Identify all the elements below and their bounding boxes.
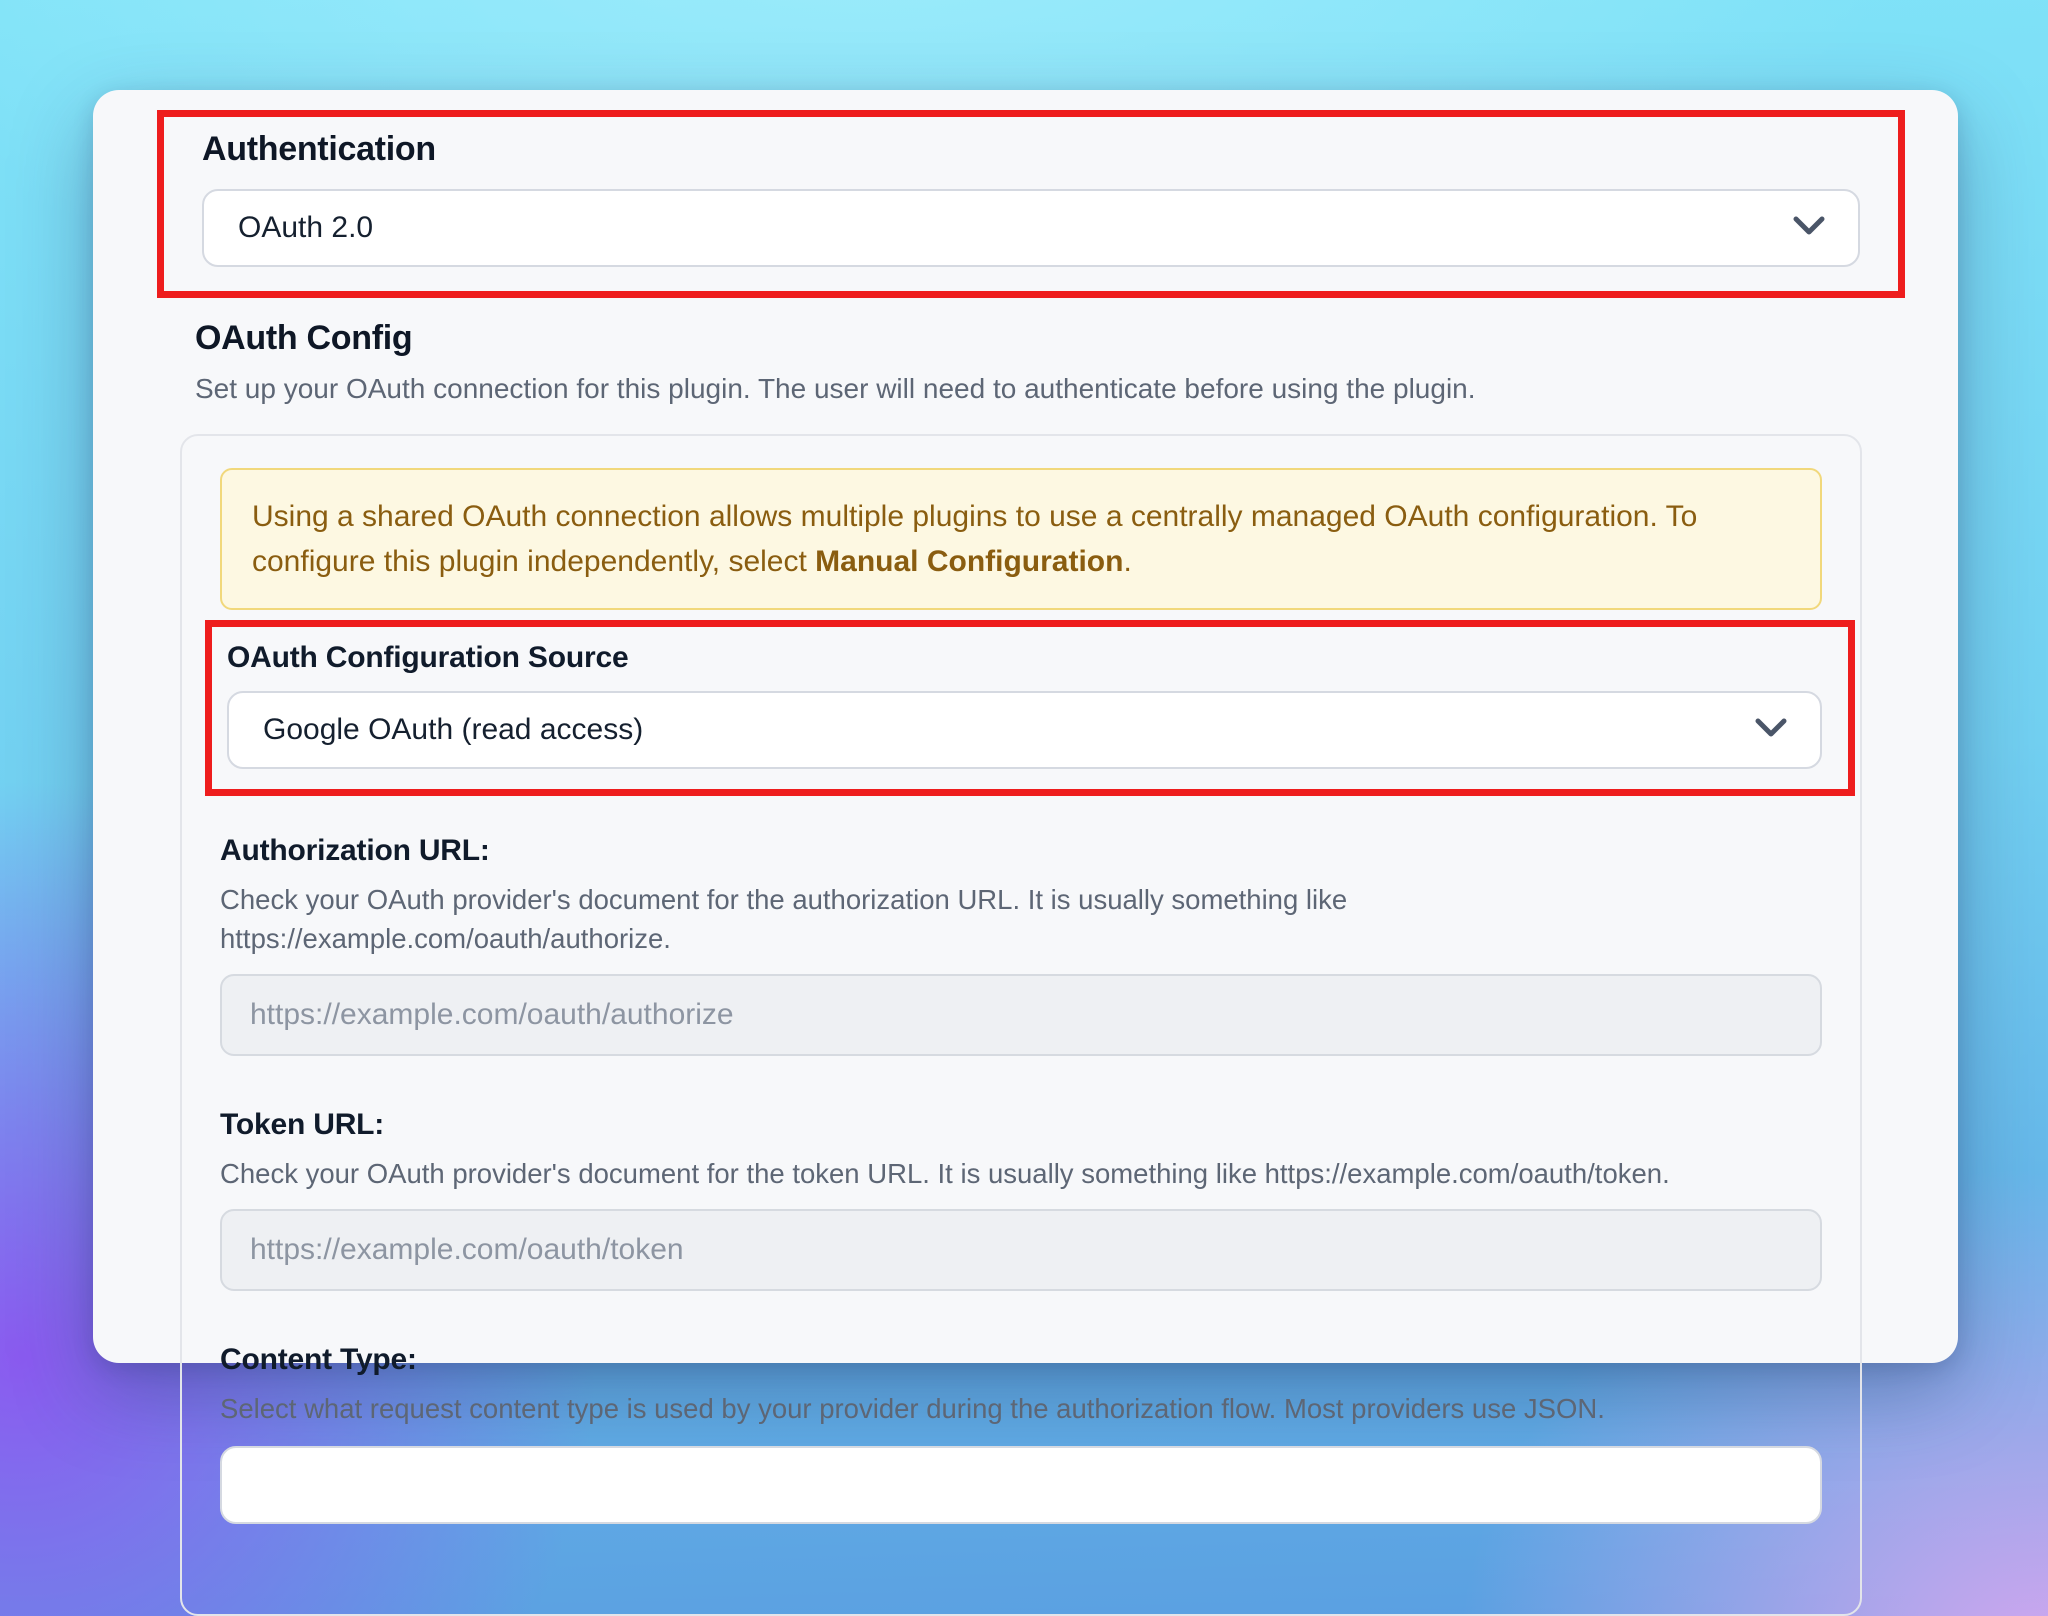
plugin-settings-card (93, 90, 1958, 1424)
alert-text: Using a shared OAuth connection allows multiple plugins to use a centrally managed OAuth configuration. To configure this plugin independently, select (252, 500, 1698, 578)
oauth-source-select[interactable] (227, 691, 1822, 769)
oauth-source-select-value: Google OAuth (read access) (263, 713, 644, 746)
authentication-label: Authentication (202, 130, 436, 168)
authorization-url-description: Check your OAuth provider's document for the authorization URL. It is usually something like https://example.com/oauth/authorize. (220, 884, 1348, 954)
authorization-url-field (220, 832, 1822, 1056)
authorization-url-input (220, 974, 1822, 1056)
shared-oauth-alert (220, 468, 1822, 610)
content-type-description: Select what request content type is used by your provider during the authorization flow. Most providers use JSON. (220, 1393, 1605, 1424)
oauth-config-description: Set up your OAuth connection for this plugin. The user will need to authenticate before using the plugin. (195, 373, 1476, 404)
content-type-select[interactable] (220, 1446, 1822, 1524)
token-url-field (220, 1106, 1822, 1291)
chevron-down-icon (1792, 211, 1826, 245)
token-url-description: Check your OAuth provider's document for the token URL. It is usually something like https://example.com/oauth/token. (220, 1158, 1670, 1189)
content-type-label: Content Type: (220, 1343, 417, 1376)
content-type-field (220, 1341, 1822, 1524)
token-url-label: Token URL: (220, 1108, 385, 1141)
authentication-select-value: OAuth 2.0 (238, 211, 374, 244)
annotation-box-authentication (157, 110, 1905, 298)
oauth-source-label: OAuth Configuration Source (227, 641, 629, 674)
authorization-url-label: Authorization URL: (220, 834, 490, 867)
alert-bold-text: Manual Configuration (815, 545, 1124, 578)
chevron-down-icon (1754, 713, 1788, 747)
authentication-select[interactable] (202, 189, 1860, 267)
token-url-input (220, 1209, 1822, 1291)
oauth-config-title: OAuth Config (195, 319, 413, 357)
oauth-config-group (180, 434, 1862, 1616)
annotation-box-oauth-source (205, 620, 1855, 796)
alert-text-end: . (1123, 545, 1132, 578)
